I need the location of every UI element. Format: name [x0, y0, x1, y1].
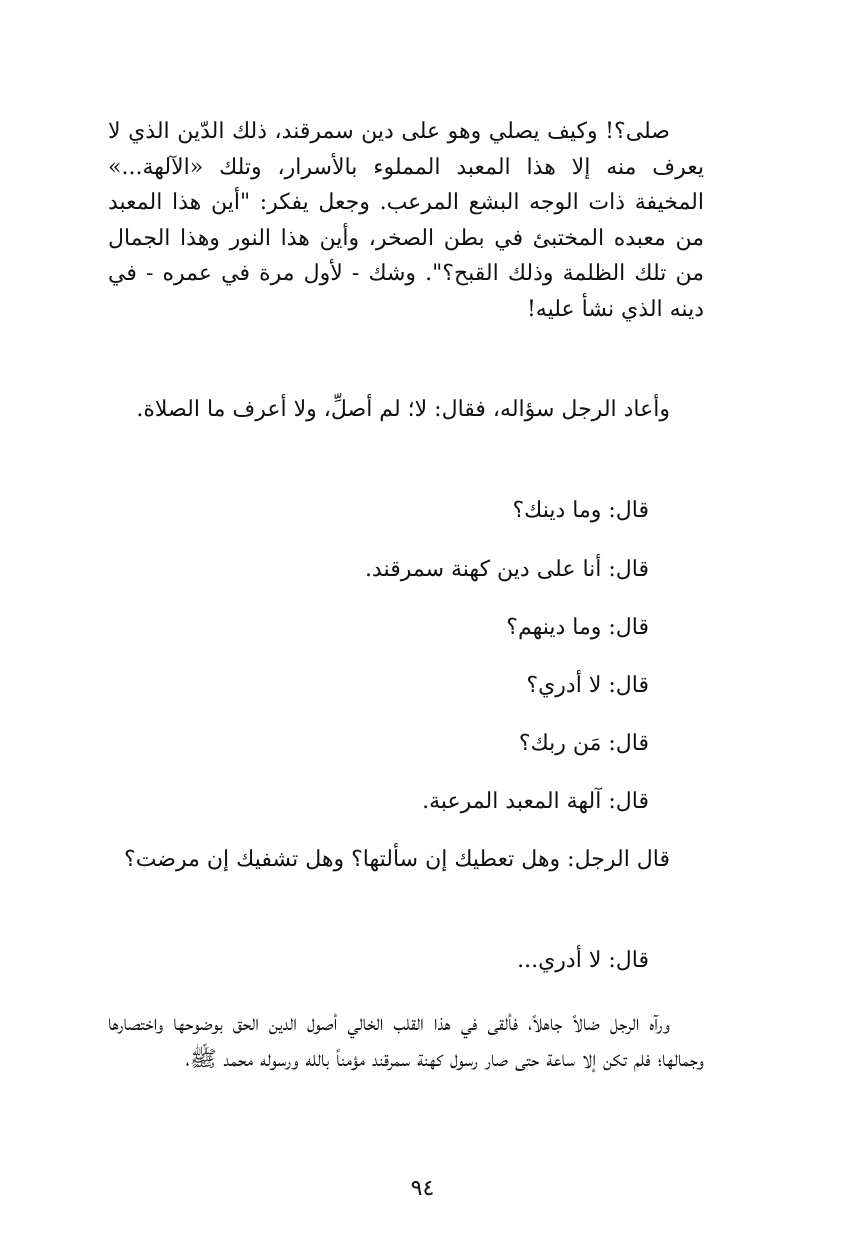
dialogue-line-5: قال: مَن ربك؟: [518, 731, 649, 756]
paragraph-2-block: [108, 392, 704, 428]
paragraph-3-block: [108, 842, 704, 878]
dialogue-line-2: قال: أنا على دين كهنة سمرقند.: [365, 557, 649, 582]
paragraph-3: قال الرجل: وهل تعطيك إن سألتها؟ وهل تشفيك إن مرضت؟: [124, 847, 670, 872]
paragraph-4: ورآه الرجل ضالاً جاهلاً، فألقى في هذا القلب الخالي أصول الدين الحق بوضوحها واختصارها وجمالها؛ فلم تكن إلا ساعة حتى صار رسول كهنة سمرقند مؤمناً بالله ورسوله محمد ﷺ،: [108, 1011, 704, 1072]
dialogue-line-4: قال: لا أدري؟: [526, 673, 649, 698]
page-number: ٩٤: [410, 1176, 435, 1201]
dialogue-line-3: قال: وما دينهم؟: [506, 615, 649, 640]
dialogue-line-6: قال: آلهة المعبد المرعبة.: [422, 789, 649, 814]
dialogue-line-1: قال: وما دينك؟: [512, 498, 649, 523]
paragraph-2: وأعاد الرجل سؤاله، فقال: لا؛ لم أصلِّ، ولا أعرف ما الصلاة.: [136, 397, 670, 422]
paragraph-1: صلى؟! وكيف يصلي وهو على دين سمرقند، ذلك الدّين الذي لا يعرف منه إلا هذا المعبد المملوء بالأسرار، وتلك «الآلهة...» المخيفة ذات الوجه البشع المرعب. وجعل يفكر: "أين هذا المعبد من معبده المختبئ في بطن الصخر، وأين هذا النور وهذا الجمال من تلك الظلمة وذلك القبح؟". وشك - لأول مرة في عمره - في دينه الذي نشأ عليه!: [108, 119, 704, 322]
paragraph-4-block: [108, 1006, 704, 1077]
paragraph-1-block: [108, 114, 704, 327]
dialogue-line-7: قال: لا أدري...: [517, 948, 649, 973]
